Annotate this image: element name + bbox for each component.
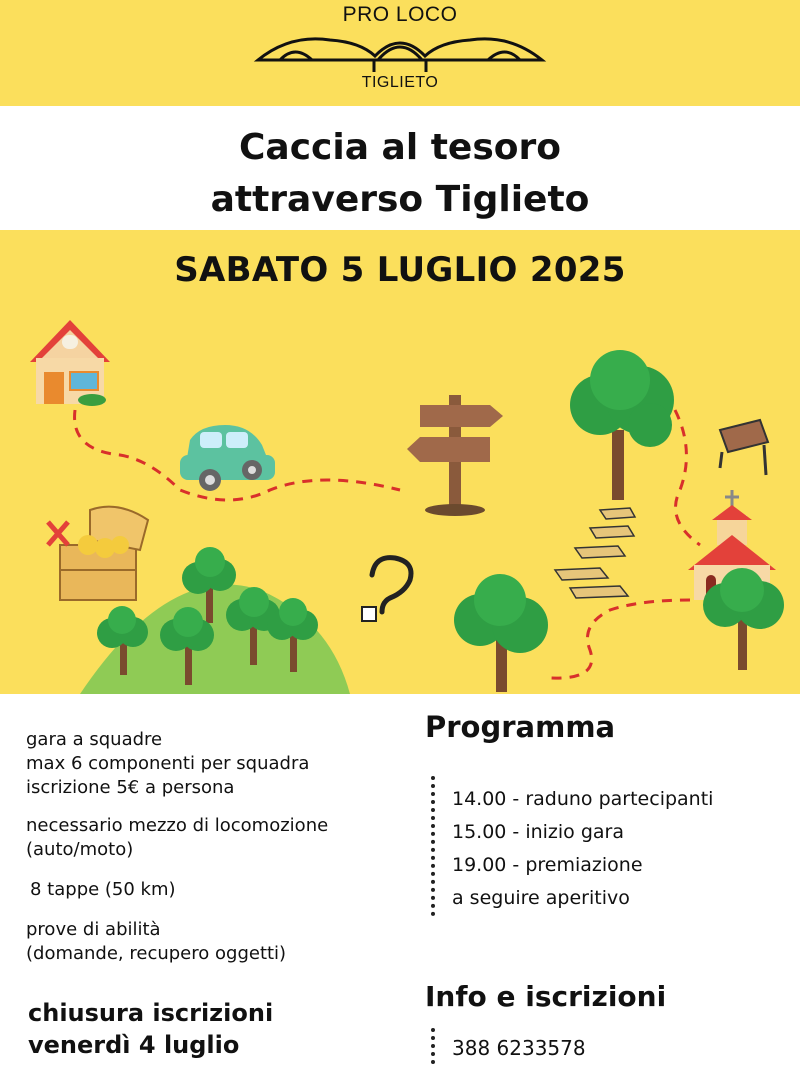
registration-deadline: [28, 997, 408, 1061]
car-icon: [180, 425, 275, 491]
programma-title: Programma: [425, 710, 616, 744]
event-title: [0, 122, 800, 226]
logo-top-text: PRO LOCO: [342, 3, 458, 26]
signpost-icon: [407, 395, 503, 516]
bridge-icon: [250, 26, 550, 76]
tree-icon: [454, 574, 548, 692]
programma-item: 19.00 - premiazione: [452, 854, 643, 876]
event-date: SABATO 5 LUGLIO 2025: [174, 250, 626, 290]
event-details: [26, 728, 406, 980]
programma-list: [452, 783, 792, 915]
detail-line: max 6 componenti per squadra: [26, 753, 310, 774]
detail-line: iscrizione 5€ a persona: [26, 777, 235, 798]
detail-line: gara a squadre: [26, 729, 163, 750]
deadline-line-2: venerdì 4 luglio: [28, 1031, 240, 1059]
details-group-2: [26, 814, 406, 862]
detail-line: (domande, recupero oggetti): [26, 943, 287, 964]
detail-line: (auto/moto): [26, 839, 134, 860]
info-dotted-line: [431, 1028, 435, 1064]
title-line-2: attraverso Tiglieto: [210, 179, 590, 220]
logo-bottom-text: TIGLIETO: [361, 74, 439, 91]
treasure-map-illustration: [0, 300, 800, 694]
treasure-chest-icon: [48, 507, 148, 600]
steps-icon: [555, 508, 635, 598]
programma-item: a seguire aperitivo: [452, 887, 630, 909]
title-line-1: Caccia al tesoro: [239, 127, 561, 168]
detail-line: prove di abilità: [26, 919, 161, 940]
programma-item: 15.00 - inizio gara: [452, 821, 625, 843]
programma-dotted-line: [431, 776, 435, 916]
phone-number[interactable]: 388 6233578: [452, 1036, 586, 1060]
question-mark-icon: [362, 558, 411, 621]
tree-icon: [570, 350, 674, 500]
programma-item: 14.00 - raduno partecipanti: [452, 788, 714, 810]
details-group-1: [26, 728, 406, 800]
details-group-3: [26, 878, 406, 902]
house-icon: [30, 320, 110, 406]
deadline-line-1: chiusura iscrizioni: [28, 999, 274, 1027]
info-title: Info e iscrizioni: [425, 980, 667, 1013]
details-group-4: [26, 918, 406, 966]
detail-line: necessario mezzo di locomozione: [26, 815, 329, 836]
detail-line: 8 tappe (50 km): [30, 879, 176, 900]
bench-icon: [720, 420, 768, 475]
